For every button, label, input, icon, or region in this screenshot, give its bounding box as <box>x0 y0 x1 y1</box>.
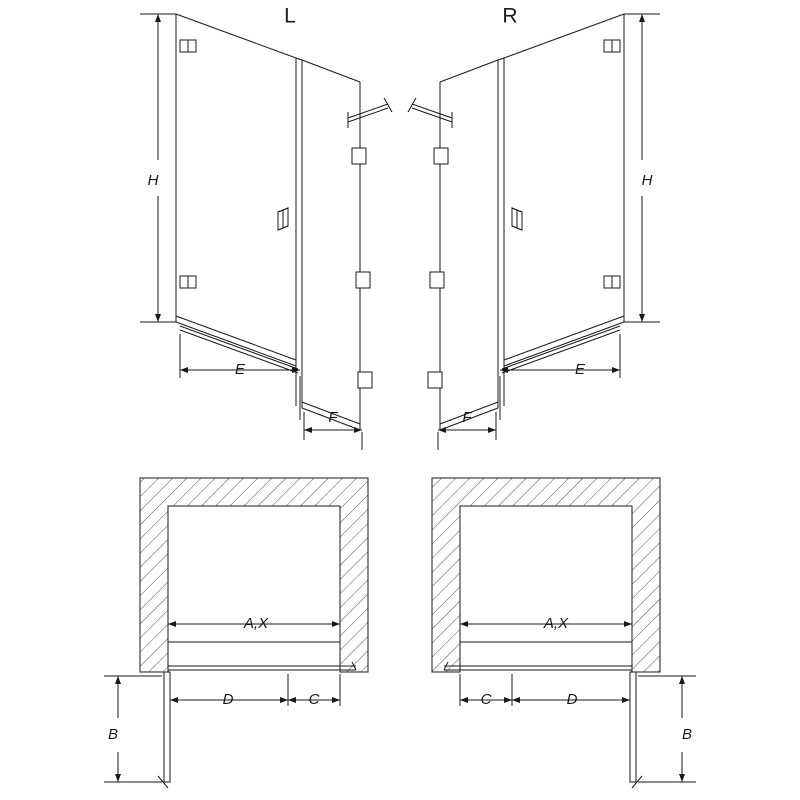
dimension-label-d-right: D <box>566 690 578 708</box>
dimension-label-h-right: H <box>641 171 653 189</box>
dimension-label-c-right: C <box>480 690 492 708</box>
dimension-label-e-right: E <box>574 360 586 378</box>
dimension-label-d-left: D <box>222 690 234 708</box>
dimension-label-f-left: F <box>328 408 338 426</box>
elevation-left <box>140 14 392 450</box>
elevation-right <box>408 14 660 450</box>
dimension-label-c-left: C <box>308 690 320 708</box>
dimension-label-ax-left: A,X <box>243 614 269 632</box>
dimension-label-b-left: B <box>107 725 119 743</box>
plan-left <box>104 478 368 788</box>
title-right: R <box>502 4 518 28</box>
dimension-label-f-right: F <box>462 408 472 426</box>
dimension-label-h-left: H <box>147 171 159 189</box>
dimension-label-ax-right: A,X <box>543 614 569 632</box>
dimension-label-e-left: E <box>234 360 246 378</box>
plan-right <box>432 478 696 788</box>
title-left: L <box>284 4 296 28</box>
dimension-label-b-right: B <box>681 725 693 743</box>
